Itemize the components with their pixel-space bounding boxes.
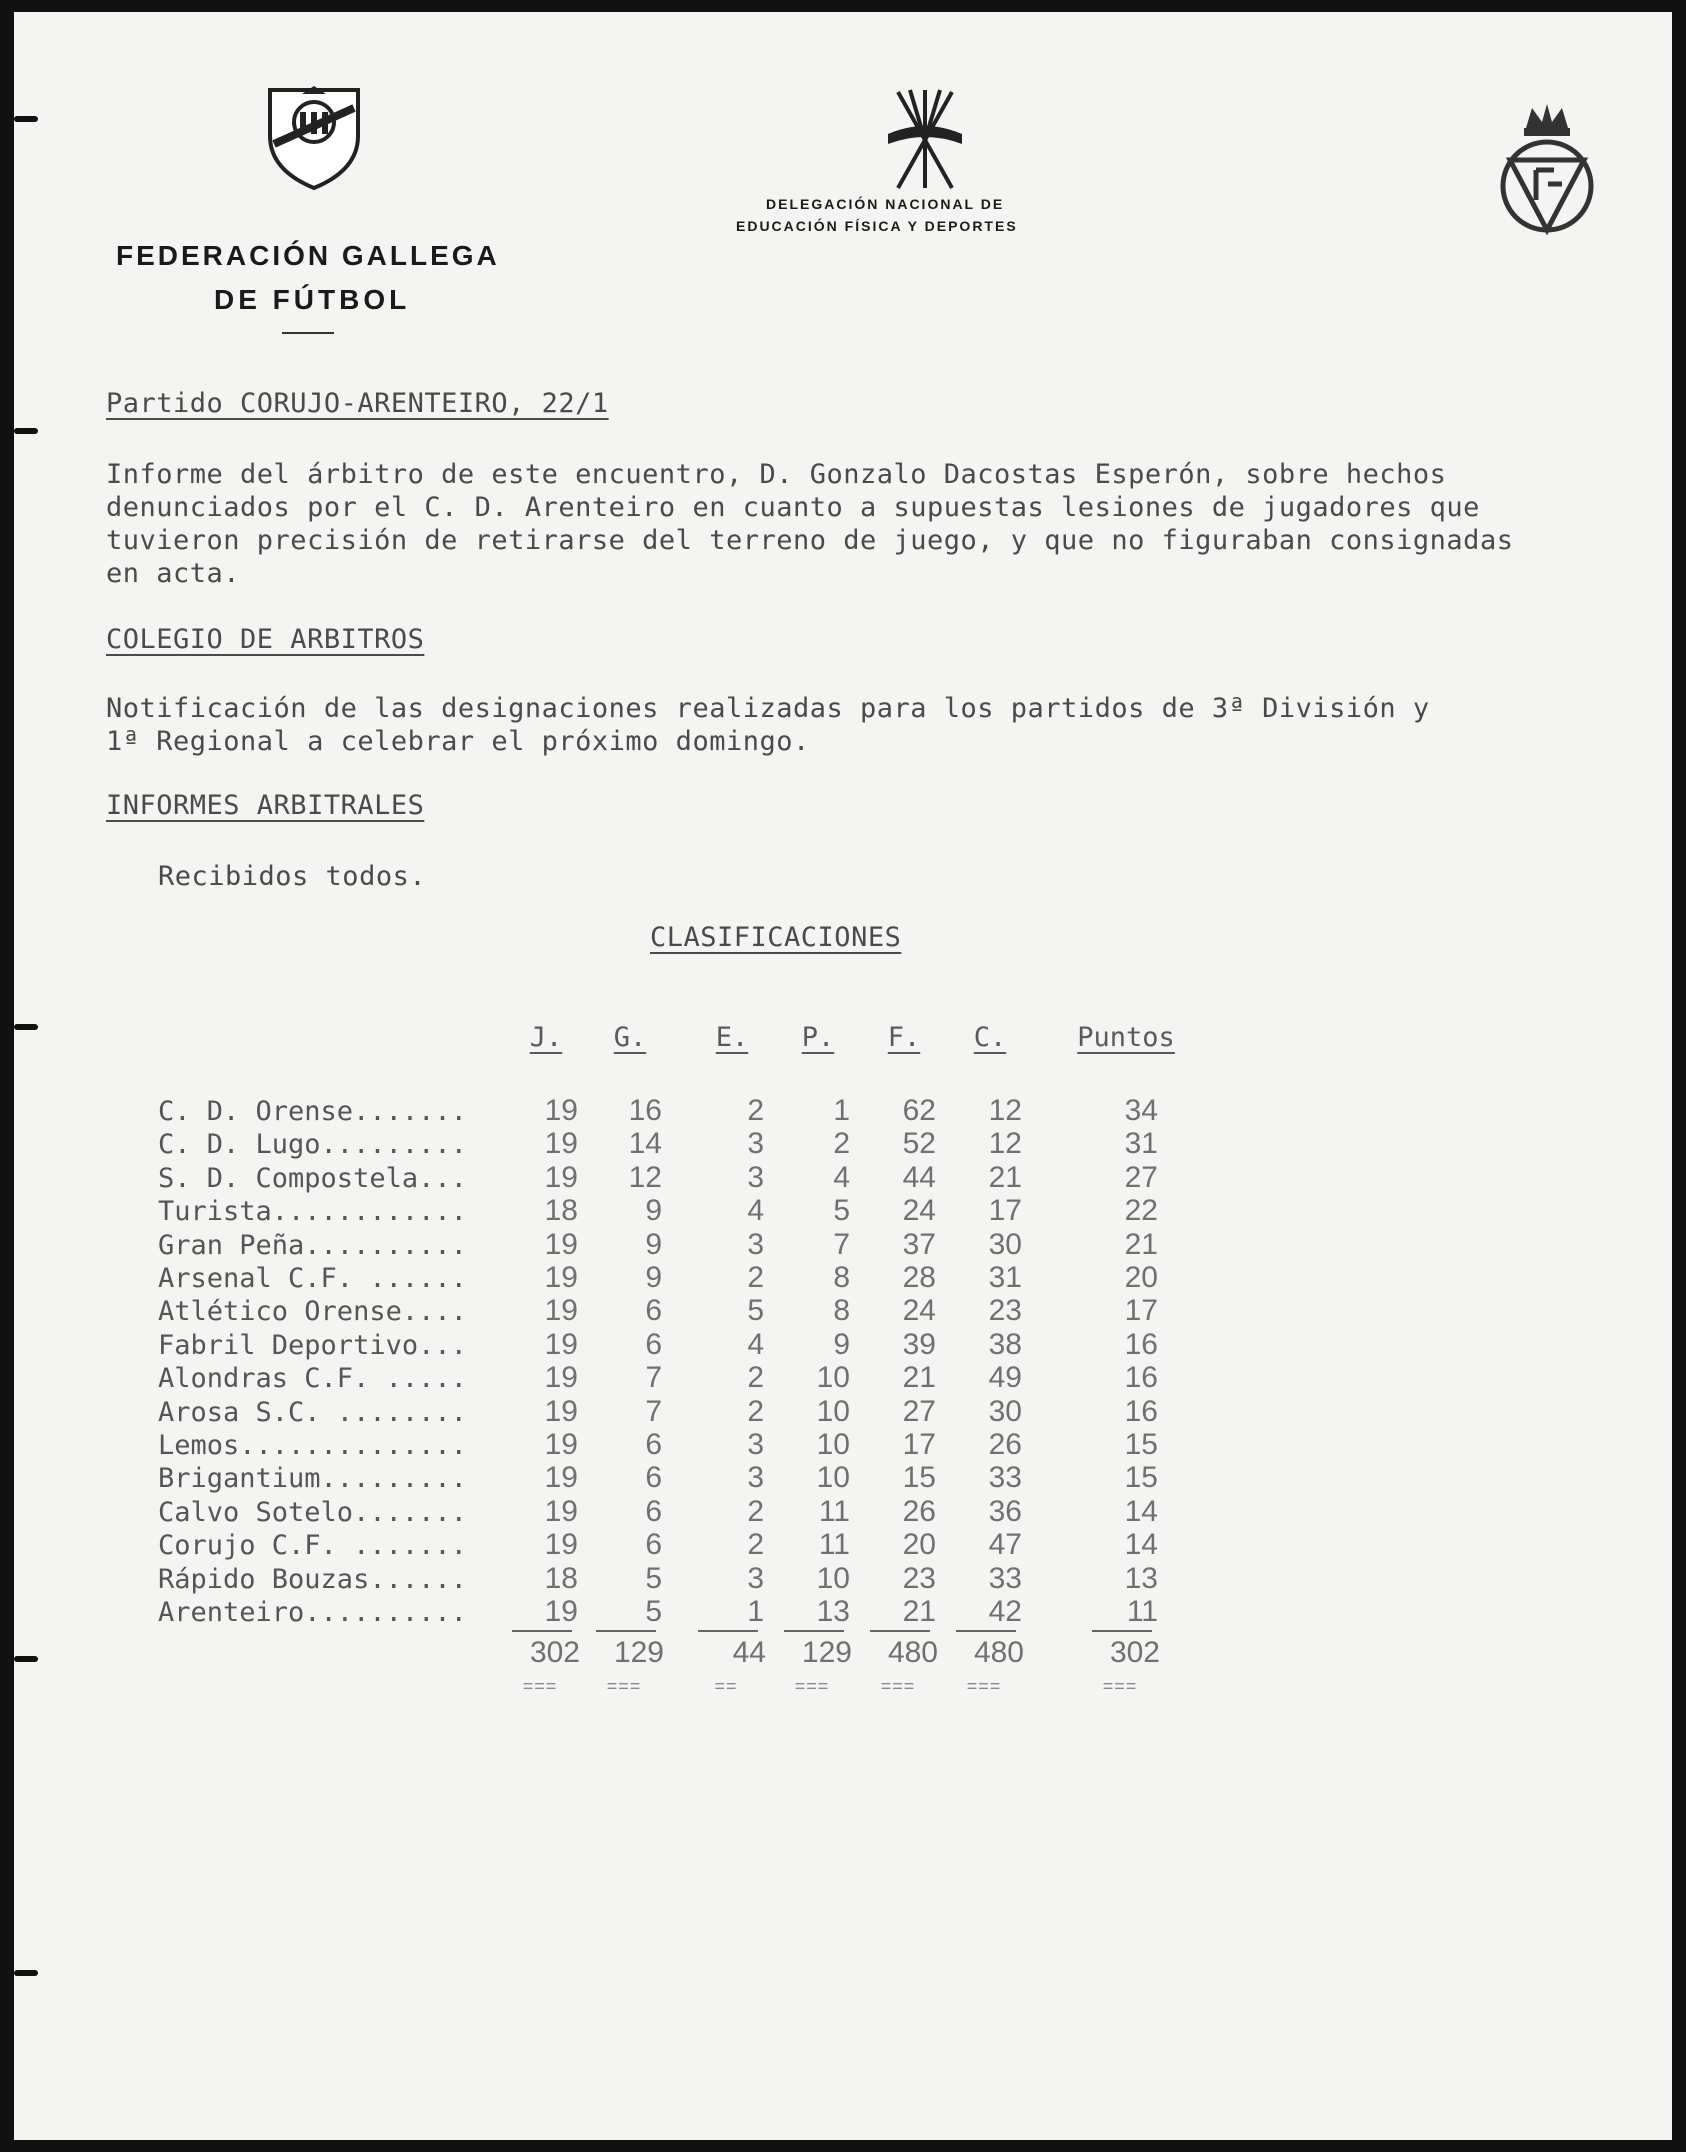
table-cell: 3 [747,1127,764,1161]
table-cell: 19 [544,1294,578,1328]
table-cell: 19 [544,1494,578,1528]
team-name: Rápido Bouzas...... [158,1563,467,1595]
team-name: C. D. Orense....... [158,1096,467,1127]
table-cell: 26 [902,1494,936,1528]
table-cell: 20 [1124,1261,1158,1294]
table-cell: 3 [747,1461,764,1495]
table-cell: 5 [833,1194,850,1228]
section-body-referees: Notificación de las designaciones realizadas para los partidos de 3ª División y 1ª Regional a celebrar el próximo domingo. [106,693,1430,757]
table-cell: 31 [1124,1127,1158,1161]
table-cell: 2 [747,1361,764,1395]
table-cell: 3 [747,1160,764,1194]
table-cell: 7 [833,1227,850,1261]
table-cell: 5 [645,1595,662,1628]
crowned-shield-icon [1492,98,1602,238]
watermark [446,1710,507,1877]
section-body-reports: Recibidos todos. [158,861,427,892]
table-cell: 34 [1124,1094,1158,1127]
team-name: Corujo C.F. ....... [158,1530,467,1562]
document-page [14,12,1672,2140]
total-cell: 480 [973,1636,1024,1670]
table-cell: 11 [818,1494,850,1528]
table-cell: 16 [1124,1361,1158,1395]
table-cell: 6 [645,1494,662,1528]
table-cell: 1 [747,1595,764,1628]
table-cell: 10 [816,1428,850,1461]
total-double-underline: == [714,1676,738,1697]
table-cell: 19 [544,1327,578,1361]
table-cell: 12 [988,1127,1022,1161]
team-name: Brigantium......... [158,1463,467,1495]
column-header: P. [801,1022,835,1053]
table-cell: 12 [628,1160,662,1194]
table-cell: 3 [747,1428,764,1461]
table-cell: 31 [988,1261,1022,1294]
table-cell: 30 [988,1394,1022,1428]
header-divider [282,332,334,334]
total-cell: 302 [1109,1636,1160,1670]
sum-line [956,1630,1016,1632]
table-cell: 39 [902,1327,936,1361]
federation-name-line1: FEDERACIÓN GALLEGA [116,240,500,271]
table-cell: 47 [988,1528,1022,1562]
sum-line [784,1630,844,1632]
section-title-reports: INFORMES ARBITRALES [106,790,425,821]
table-cell: 24 [902,1294,936,1328]
table-cell: 19 [544,1394,578,1428]
table-cell: 16 [1124,1394,1158,1428]
table-cell: 5 [645,1561,662,1595]
column-header: J. [529,1022,563,1053]
total-cell: 480 [887,1636,938,1670]
table-cell: 26 [988,1428,1022,1461]
table-cell: 20 [902,1528,936,1562]
table-cell: 10 [816,1561,850,1595]
table-cell: 21 [902,1361,936,1395]
table-cell: 16 [1124,1327,1158,1361]
table-cell: 14 [1124,1528,1158,1562]
table-cell: 11 [1126,1595,1158,1628]
table-cell: 21 [902,1595,936,1628]
team-name: Turista............ [158,1196,467,1228]
table-cell: 1 [833,1094,850,1127]
table-cell: 24 [902,1194,936,1228]
column-header: G. [613,1022,647,1053]
table-cell: 6 [645,1461,662,1495]
table-cell: 30 [988,1227,1022,1261]
table-cell: 23 [988,1294,1022,1328]
table-cell: 21 [1124,1227,1158,1261]
table-cell: 27 [902,1394,936,1428]
table-title: CLASIFICACIONES [650,922,902,953]
team-name: Alondras C.F. ..... [158,1363,467,1395]
sum-line [512,1630,572,1632]
table-cell: 28 [902,1261,936,1294]
table-cell: 19 [544,1428,578,1461]
table-cell: 19 [544,1528,578,1562]
table-cell: 19 [544,1227,578,1261]
sum-line [698,1630,758,1632]
table-cell: 13 [1124,1561,1158,1595]
team-name: Calvo Sotelo....... [158,1496,467,1528]
team-name: Gran Peña.......... [158,1229,467,1261]
table-cell: 2 [833,1127,850,1161]
table-cell: 6 [645,1428,662,1461]
table-cell: 2 [747,1394,764,1428]
total-double-underline: === [1102,1676,1138,1697]
table-cell: 2 [747,1261,764,1294]
table-cell: 9 [645,1261,662,1294]
table-cell: 33 [988,1561,1022,1595]
table-cell: 19 [544,1595,578,1628]
table-cell: 38 [988,1327,1022,1361]
delegation-line2: EDUCACIÓN FÍSICA Y DEPORTES [736,218,1018,234]
table-cell: 14 [1124,1494,1158,1528]
column-header: C. [973,1022,1007,1053]
column-header: E. [715,1022,749,1053]
team-name: Lemos.............. [158,1430,467,1461]
sum-line [596,1630,656,1632]
table-cell: 10 [816,1461,850,1495]
table-cell: 62 [902,1094,936,1127]
table-cell: 49 [988,1361,1022,1395]
table-cell: 19 [544,1160,578,1194]
team-name: S. D. Compostela... [158,1162,467,1194]
table-cell: 17 [988,1194,1022,1228]
table-cell: 15 [1124,1428,1158,1461]
table-cell: 12 [988,1094,1022,1127]
column-header: Puntos [1077,1022,1175,1053]
table-cell: 19 [544,1261,578,1294]
table-cell: 17 [1124,1294,1158,1328]
sum-line [1092,1630,1152,1632]
punch-mark [14,1970,38,1976]
team-name: C. D. Lugo......... [158,1129,467,1161]
table-cell: 6 [645,1294,662,1328]
federation-name-line2: DE FÚTBOL [214,284,411,315]
table-cell: 3 [747,1561,764,1595]
table-cell: 22 [1124,1194,1158,1228]
table-cell: 15 [1124,1461,1158,1495]
table-cell: 7 [645,1394,662,1428]
section-title-referees: COLEGIO DE ARBITROS [106,624,425,655]
table-cell: 7 [645,1361,662,1395]
table-cell: 23 [902,1561,936,1595]
total-cell: 129 [613,1636,664,1670]
punch-mark [14,428,38,434]
table-cell: 8 [833,1294,850,1328]
table-cell: 14 [628,1127,662,1161]
table-cell: 3 [747,1227,764,1261]
column-header: F. [887,1022,921,1053]
table-cell: 4 [833,1160,850,1194]
table-cell: 9 [833,1327,850,1361]
table-cell: 10 [816,1394,850,1428]
total-cell: 302 [529,1636,580,1670]
table-cell: 21 [988,1160,1022,1194]
total-double-underline: === [880,1676,916,1697]
table-cell: 44 [902,1160,936,1194]
total-double-underline: === [794,1676,830,1697]
table-cell: 19 [544,1361,578,1395]
total-double-underline: === [606,1676,642,1697]
yoke-and-arrows-icon [880,82,970,194]
table-cell: 18 [544,1561,578,1595]
table-cell: 19 [544,1094,578,1127]
punch-mark [14,1656,38,1662]
sum-line [870,1630,930,1632]
team-name: Fabril Deportivo... [158,1329,467,1361]
table-cell: 11 [818,1528,850,1562]
table-cell: 19 [544,1127,578,1161]
table-cell: 18 [544,1194,578,1228]
table-cell: 4 [747,1194,764,1228]
table-cell: 9 [645,1227,662,1261]
table-cell: 6 [645,1327,662,1361]
table-cell: 2 [747,1094,764,1127]
table-cell: 52 [902,1127,936,1161]
total-double-underline: === [966,1676,1002,1697]
table-cell: 16 [628,1094,662,1127]
delegation-line1: DELEGACIÓN NACIONAL DE [766,196,1005,212]
table-cell: 9 [645,1194,662,1228]
table-cell: 13 [816,1595,850,1628]
table-cell: 8 [833,1261,850,1294]
total-cell: 44 [732,1636,766,1670]
total-cell: 129 [801,1636,852,1670]
table-cell: 19 [544,1461,578,1495]
federation-shield-icon [264,84,364,192]
table-cell: 36 [988,1494,1022,1528]
punch-mark [14,116,38,122]
table-cell: 37 [902,1227,936,1261]
table-cell: 6 [645,1528,662,1562]
team-name: Arsenal C.F. ...... [158,1263,467,1294]
table-cell: 42 [988,1595,1022,1628]
table-cell: 2 [747,1494,764,1528]
section-body-match: Informe del árbitro de este encuentro, D. Gonzalo Dacostas Esperón, sobre hechos denunciados por el C. D. Arenteiro en cuanto a supuestas lesiones de jugadores que tuvieron precisión de retirarse del terreno de juego, y que no figuraban consignadas en acta. [106,459,1514,589]
table-cell: 15 [902,1461,936,1495]
team-name: Arosa S.C. ........ [158,1396,467,1428]
team-name: Arenteiro.......... [158,1597,467,1628]
table-cell: 4 [747,1327,764,1361]
table-cell: 5 [747,1294,764,1328]
section-title-match: Partido CORUJO-ARENTEIRO, 22/1 [106,388,609,419]
total-double-underline: === [522,1676,558,1697]
team-name: Atlético Orense.... [158,1296,467,1328]
punch-mark [14,1024,38,1030]
table-cell: 10 [816,1361,850,1395]
table-cell: 27 [1124,1160,1158,1194]
table-cell: 17 [902,1428,936,1461]
table-cell: 33 [988,1461,1022,1495]
table-cell: 2 [747,1528,764,1562]
